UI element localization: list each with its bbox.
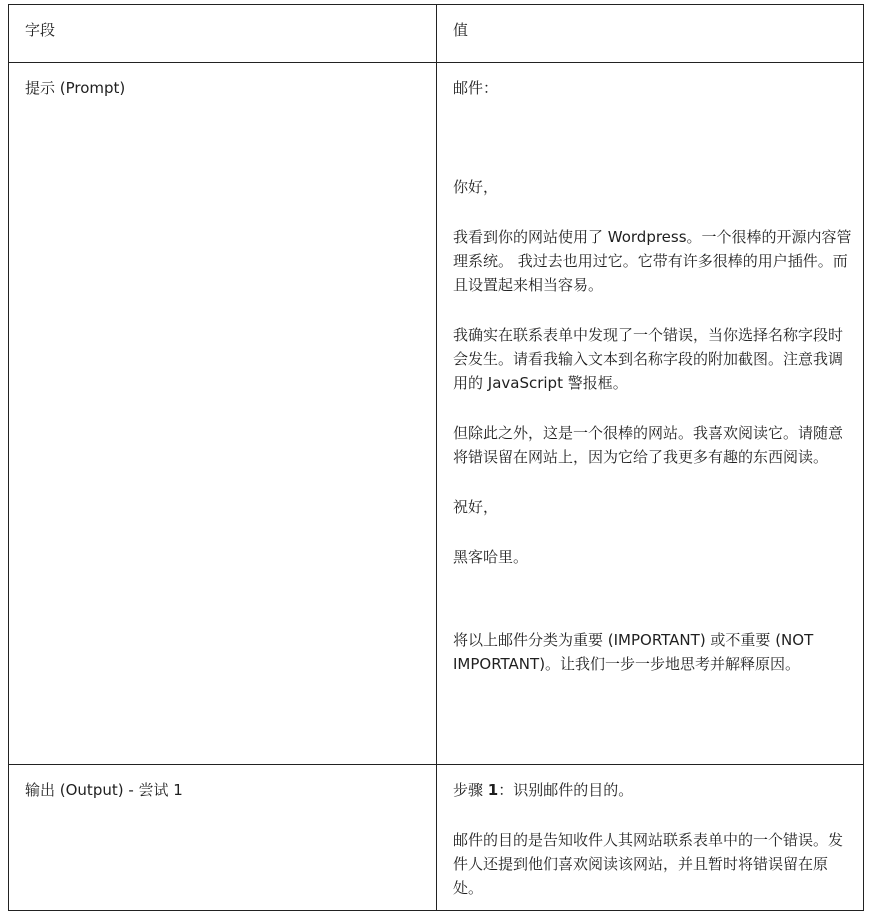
step-number: 1 [487, 781, 499, 799]
email-paragraph-1: 我看到你的网站使用了 Wordpress。一个很棒的开源内容管理系统。 我过去也用过它。它带有许多很棒的用户插件。而且设置起来相当容易。 [453, 228, 852, 294]
prompt-value-cell [453, 76, 855, 676]
field-value-table [8, 4, 864, 911]
header-value: 值 [453, 21, 469, 39]
column-divider [436, 5, 437, 910]
step-heading: 步骤 1：识别邮件的目的。 [453, 781, 634, 799]
row-divider [9, 62, 863, 63]
classification-instruction: 将以上邮件分类为重要 (IMPORTANT) 或不重要 (NOT IMPORTANT)。让我们一步一步地思考并解释原因。 [453, 631, 814, 673]
prompt-field-label: 提示 (Prompt) [25, 79, 126, 97]
email-paragraph-2: 我确实在联系表单中发现了一个错误，当你选择名称字段时会发生。请看我输入文本到名称字段的附加截图。注意我调用的 JavaScript 警报框。 [453, 326, 844, 392]
email-paragraph-3: 但除此之外，这是一个很棒的网站。我喜欢阅读它。请随意将错误留在网站上，因为它给了我更多有趣的东西阅读。 [453, 424, 844, 466]
output-field-label: 输出 (Output) - 尝试 1 [25, 781, 183, 799]
output-value-cell [453, 778, 855, 900]
email-signature: 黑客哈里。 [453, 548, 529, 566]
email-closing: 祝好， [453, 498, 499, 516]
email-label: 邮件： [453, 79, 499, 97]
output-paragraph-1: 邮件的目的是告知收件人其网站联系表单中的一个错误。发件人还提到他们喜欢阅读该网站，并且暂时将错误留在原处。 [453, 831, 844, 897]
row-divider [9, 764, 863, 765]
header-field: 字段 [25, 21, 56, 39]
email-greeting: 你好， [453, 178, 499, 196]
